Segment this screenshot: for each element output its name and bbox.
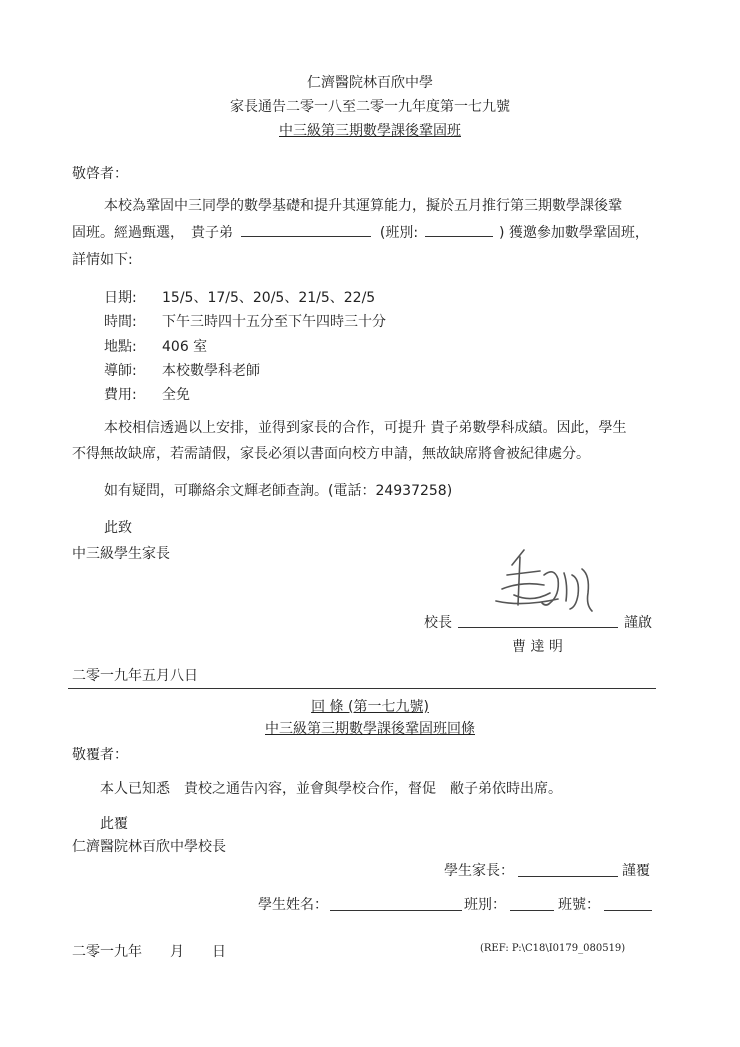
student-name-label: 學生姓名： <box>258 897 328 913</box>
detail-fee-label: 費用: <box>104 387 137 403</box>
student-name-blank <box>241 222 371 237</box>
reply-salutation: 敬覆者： <box>72 747 128 763</box>
class-label: 班別： <box>464 897 506 913</box>
divider-line <box>68 688 656 689</box>
paragraph-2-line-1: 本校相信透過以上安排，並得到家長的合作，可提升 貴子弟數學科成績。因此，學生 <box>104 420 627 436</box>
reference-code: (REF: P:\C18\I0179_080519) <box>480 943 626 954</box>
paragraph-1-line-1: 本校為鞏固中三同學的數學基礎和提升其運算能力，擬於五月推行第三期數學課後鞏 <box>104 198 622 214</box>
reply-title: 回 條 (第一七九號) <box>311 699 429 715</box>
class-number-line[interactable] <box>604 910 652 911</box>
paragraph-1-line-3: 詳情如下: <box>72 252 133 268</box>
reply-closing-1: 此覆 <box>100 816 128 832</box>
principal-label: 校長 <box>424 615 452 631</box>
detail-tutor-label: 導師: <box>104 363 137 379</box>
detail-venue-label: 地點: <box>104 339 137 355</box>
detail-tutor-value: 本校數學科老師 <box>162 363 260 379</box>
student-name-line[interactable] <box>330 910 462 911</box>
school-name: 仁濟醫院林百欣中學 <box>307 75 433 91</box>
detail-fee-value: 全免 <box>162 387 190 403</box>
detail-date-label: 日期: <box>104 290 137 306</box>
detail-date-value: 15/5、17/5、20/5、21/5、22/5 <box>162 290 376 306</box>
class-number-label: 班號： <box>558 897 600 913</box>
parent-suffix: 謹覆 <box>622 863 650 879</box>
parent-label: 學生家長： <box>444 863 514 879</box>
paragraph-1-line-2 <box>72 222 649 242</box>
paragraph-1-line-2-start: 固班。經過甄選， 貴子弟 <box>72 225 233 241</box>
reply-subtitle: 中三級第三期數學課後鞏固班回條 <box>265 721 475 737</box>
principal-signature-line <box>458 627 618 628</box>
paragraph-3: 如有疑問，可聯絡余文輝老師查詢。(電話：24937258) <box>104 483 453 499</box>
closing-line-2: 中三級學生家長 <box>72 546 170 562</box>
closing-line-1: 此致 <box>104 520 132 536</box>
detail-time-value: 下午三時四十五分至下午四時三十分 <box>162 314 386 330</box>
reply-date: 二零一九年 月 日 <box>72 944 226 960</box>
reply-body: 本人已知悉 貴校之通告內容，並會與學校合作，督促 敝子弟依時出席。 <box>100 781 562 797</box>
detail-time-label: 時間: <box>104 314 137 330</box>
class-blank <box>425 222 493 237</box>
notice-number: 家長通告二零一八至二零一九年度第一七九號 <box>230 99 510 115</box>
letter-date: 二零一九年五月八日 <box>72 668 198 684</box>
paragraph-2-line-2: 不得無故缺席，若需請假，家長必須以書面向校方申請，無故缺席將會被紀律處分。 <box>72 446 590 462</box>
paragraph-1-class-label: (班別: <box>379 225 419 241</box>
principal-signature <box>462 545 612 625</box>
parent-signature-line[interactable] <box>518 876 618 877</box>
class-line[interactable] <box>510 910 554 911</box>
detail-venue-value: 406 室 <box>162 339 208 355</box>
principal-name: 曹 達 明 <box>512 639 563 655</box>
notice-subject: 中三級第三期數學課後鞏固班 <box>279 123 461 139</box>
reply-closing-2: 仁濟醫院林百欣中學校長 <box>72 839 226 855</box>
paragraph-1-line-2-end: ) 獲邀參加數學鞏固班， <box>499 225 649 241</box>
salutation: 敬啓者： <box>72 166 128 182</box>
principal-suffix: 謹啟 <box>624 615 652 631</box>
